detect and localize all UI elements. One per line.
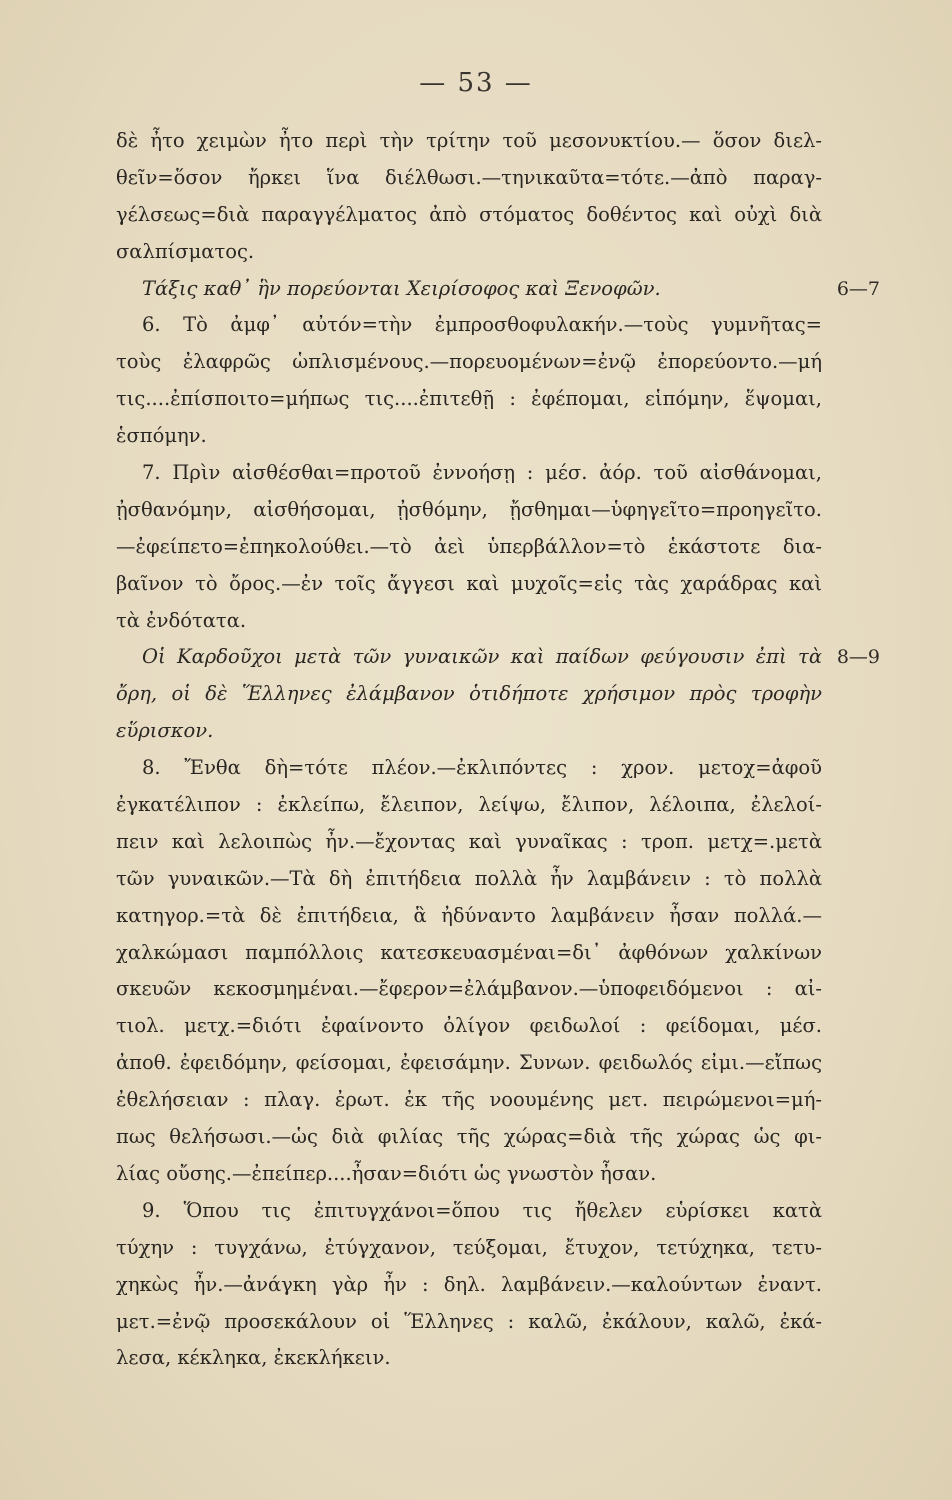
line-text: τὰ ἐνδότατα. bbox=[116, 608, 247, 632]
line-text: τοὺς ἐλαφρῶς ὡπλισμένους.—πορευομένων=ἐνῷ ἐπορεύοντο.—μή bbox=[116, 350, 822, 374]
text-line bbox=[116, 492, 822, 529]
text-line bbox=[116, 381, 822, 418]
line-text: κατηγορ.=τὰ δὲ ἐπιτήδεια, ἃ ἠδύναντο λαμβάνειν ἦσαν πολλά.— bbox=[116, 903, 822, 927]
text-line bbox=[116, 713, 822, 750]
text-line bbox=[116, 787, 822, 824]
line-text: ὄρη, οἱ δὲ Ἕλληνες ἐλάμβανον ὁτιδήποτε χρήσιμον πρὸς τροφὴν bbox=[116, 682, 822, 706]
line-text: μετ.=ἐνῷ προσεκάλουν οἱ Ἕλληνες : καλῶ, ἐκάλουν, καλῶ, ἐκά- bbox=[116, 1309, 822, 1333]
section-range-note: 6—7 bbox=[836, 277, 880, 300]
text-line bbox=[116, 160, 822, 197]
line-text: χαλκώμασι παμπόλλοις κατεσκευασμέναι=δι᾽ ἀφθόνων χαλκίνων bbox=[116, 940, 822, 964]
line-text: σκευῶν κεκοσμημέναι.—ἔφερον=ἐλάμβανον.—ὑποφειδόμενοι : αἰ- bbox=[116, 977, 822, 1001]
text-line bbox=[116, 455, 822, 492]
line-text: τύχην : τυγχάνω, ἐτύγχανον, τεύξομαι, ἔτυχον, τετύχηκα, τετυ- bbox=[116, 1235, 822, 1259]
text-line bbox=[116, 418, 822, 455]
text-line bbox=[116, 1230, 822, 1267]
text-line bbox=[116, 307, 822, 344]
line-text: χηκὼς ἦν.—ἀνάγκη γὰρ ἦν : δηλ. λαμβάνειν.—καλούντων ἐναντ. bbox=[116, 1272, 822, 1296]
text-line bbox=[116, 1045, 822, 1082]
line-text: 9. Ὅπου τις ἐπιτυγχάνοι=ὅπου τις ἤθελεν εὑρίσκει κατὰ bbox=[142, 1198, 822, 1222]
line-text: ἀποθ. ἐφειδόμην, φείσομαι, ἐφεισάμην. Συνων. φειδωλός εἰμι.—εἴπως bbox=[116, 1051, 822, 1075]
text-line bbox=[116, 1193, 822, 1230]
text-line bbox=[116, 529, 822, 566]
line-text: θεῖν=ὅσον ἤρκει ἵνα διέλθωσι.—τηνικαῦτα=τότε.—ἀπὸ παραγ- bbox=[116, 165, 822, 189]
text-line bbox=[116, 566, 822, 603]
text-line bbox=[116, 123, 822, 160]
text-line bbox=[116, 271, 880, 308]
text-line bbox=[116, 676, 822, 713]
text-line bbox=[116, 197, 822, 234]
text-line bbox=[116, 344, 822, 381]
text-line bbox=[116, 1082, 822, 1119]
text-line bbox=[116, 234, 822, 271]
line-text: πως θελήσωσι.—ὡς διὰ φιλίας τῆς χώρας=διὰ τῆς χώρας ὡς φι- bbox=[116, 1125, 822, 1149]
text-line bbox=[116, 639, 880, 676]
line-text: 8. Ἔνθα δὴ=τότε πλέον.—ἐκλιπόντες : χρον. μετοχ=ἀφοῦ bbox=[142, 756, 822, 780]
text-line bbox=[116, 603, 822, 640]
text-line bbox=[116, 750, 822, 787]
page-number: — 53 — bbox=[419, 68, 533, 98]
text-line bbox=[116, 898, 822, 935]
line-text: 7. Πρὶν αἰσθέσθαι=προτοῦ ἐννοήσῃ : μέσ. ἀόρ. τοῦ αἰσθάνομαι, bbox=[142, 461, 822, 485]
line-text: 6. Τὸ ἀμφ᾽ αὐτόν=τὴν ἐμπροσθοφυλακήν.—τοὺς γυμνῆτας= bbox=[142, 313, 822, 337]
line-text: τιολ. μετχ.=διότι ἐφαίνοντο ὀλίγον φειδωλοί : φείδομαι, μέσ. bbox=[116, 1014, 822, 1038]
line-text: —ἐφείπετο=ἐπηκολούθει.—τὸ ἀεὶ ὑπερβάλλον=τὸ ἑκάστοτε δια- bbox=[116, 534, 822, 558]
line-text: γέλσεως=διὰ παραγγέλματος ἀπὸ στόματος δοθέντος καὶ οὐχὶ διὰ bbox=[116, 202, 822, 226]
line-text: λίας οὔσης.—ἐπείπερ....ἦσαν=διότι ὡς γνωστὸν ἦσαν. bbox=[116, 1161, 657, 1185]
line-text: βαῖνον τὸ ὄρος.—ἐν τοῖς ἄγγεσι καὶ μυχοῖς=εἰς τὰς χαράδρας καὶ bbox=[116, 571, 822, 595]
text-line bbox=[116, 1340, 822, 1377]
line-text: Τάξις καθ᾽ ἣν πορεύονται Χειρίσοφος καὶ Ξενοφῶν. bbox=[142, 276, 661, 300]
text-line bbox=[116, 971, 822, 1008]
commentary-text-block bbox=[116, 123, 880, 1377]
line-text: τῶν γυναικῶν.—Τὰ δὴ ἐπιτήδεια πολλὰ ἦν λαμβάνειν : τὸ πολλὰ bbox=[116, 866, 822, 890]
section-range-note: 8—9 bbox=[836, 646, 880, 669]
line-text: ᾐσθανόμην, αἰσθήσομαι, ᾐσθόμην, ᾔσθημαι—ὑφηγεῖτο=προηγεῖτο. bbox=[116, 497, 822, 521]
line-text: δὲ ἦτο χειμὼν ἦτο περὶ τὴν τρίτην τοῦ μεσονυκτίου.— ὅσον διελ- bbox=[116, 129, 822, 152]
text-line bbox=[116, 1304, 822, 1341]
text-line bbox=[116, 1119, 822, 1156]
text-line bbox=[116, 935, 822, 972]
text-line bbox=[116, 1267, 822, 1304]
line-text: τις....ἐπίσποιτο=μήπως τις....ἐπιτεθῇ : ἐφέπομαι, εἱπόμην, ἕψομαι, bbox=[116, 387, 822, 411]
line-text: ἐγκατέλιπον : ἐκλείπω, ἔλειπον, λείψω, ἔλιπον, λέλοιπα, ἐλελοί- bbox=[116, 793, 822, 817]
line-text: Οἱ Καρδοῦχοι μετὰ τῶν γυναικῶν καὶ παίδων φεύγουσιν ἐπὶ τὰ bbox=[142, 645, 822, 669]
line-text: σαλπίσματος. bbox=[116, 239, 255, 263]
text-line bbox=[116, 1008, 822, 1045]
text-line bbox=[116, 861, 822, 898]
line-text: πειν καὶ λελοιπὼς ἦν.—ἔχοντας καὶ γυναῖκας : τροπ. μετχ=.μετὰ bbox=[116, 829, 822, 853]
line-text: εὕρισκον. bbox=[116, 719, 214, 743]
text-line bbox=[116, 824, 822, 861]
text-line bbox=[116, 1156, 822, 1193]
line-text: ἑσπόμην. bbox=[116, 424, 207, 448]
line-text: ἐθελήσειαν : πλαγ. ἐρωτ. ἐκ τῆς νοουμένης μετ. πειρώμενοι=μή- bbox=[116, 1088, 822, 1112]
line-text: λεσα, κέκληκα, ἐκεκλήκειν. bbox=[116, 1346, 391, 1370]
